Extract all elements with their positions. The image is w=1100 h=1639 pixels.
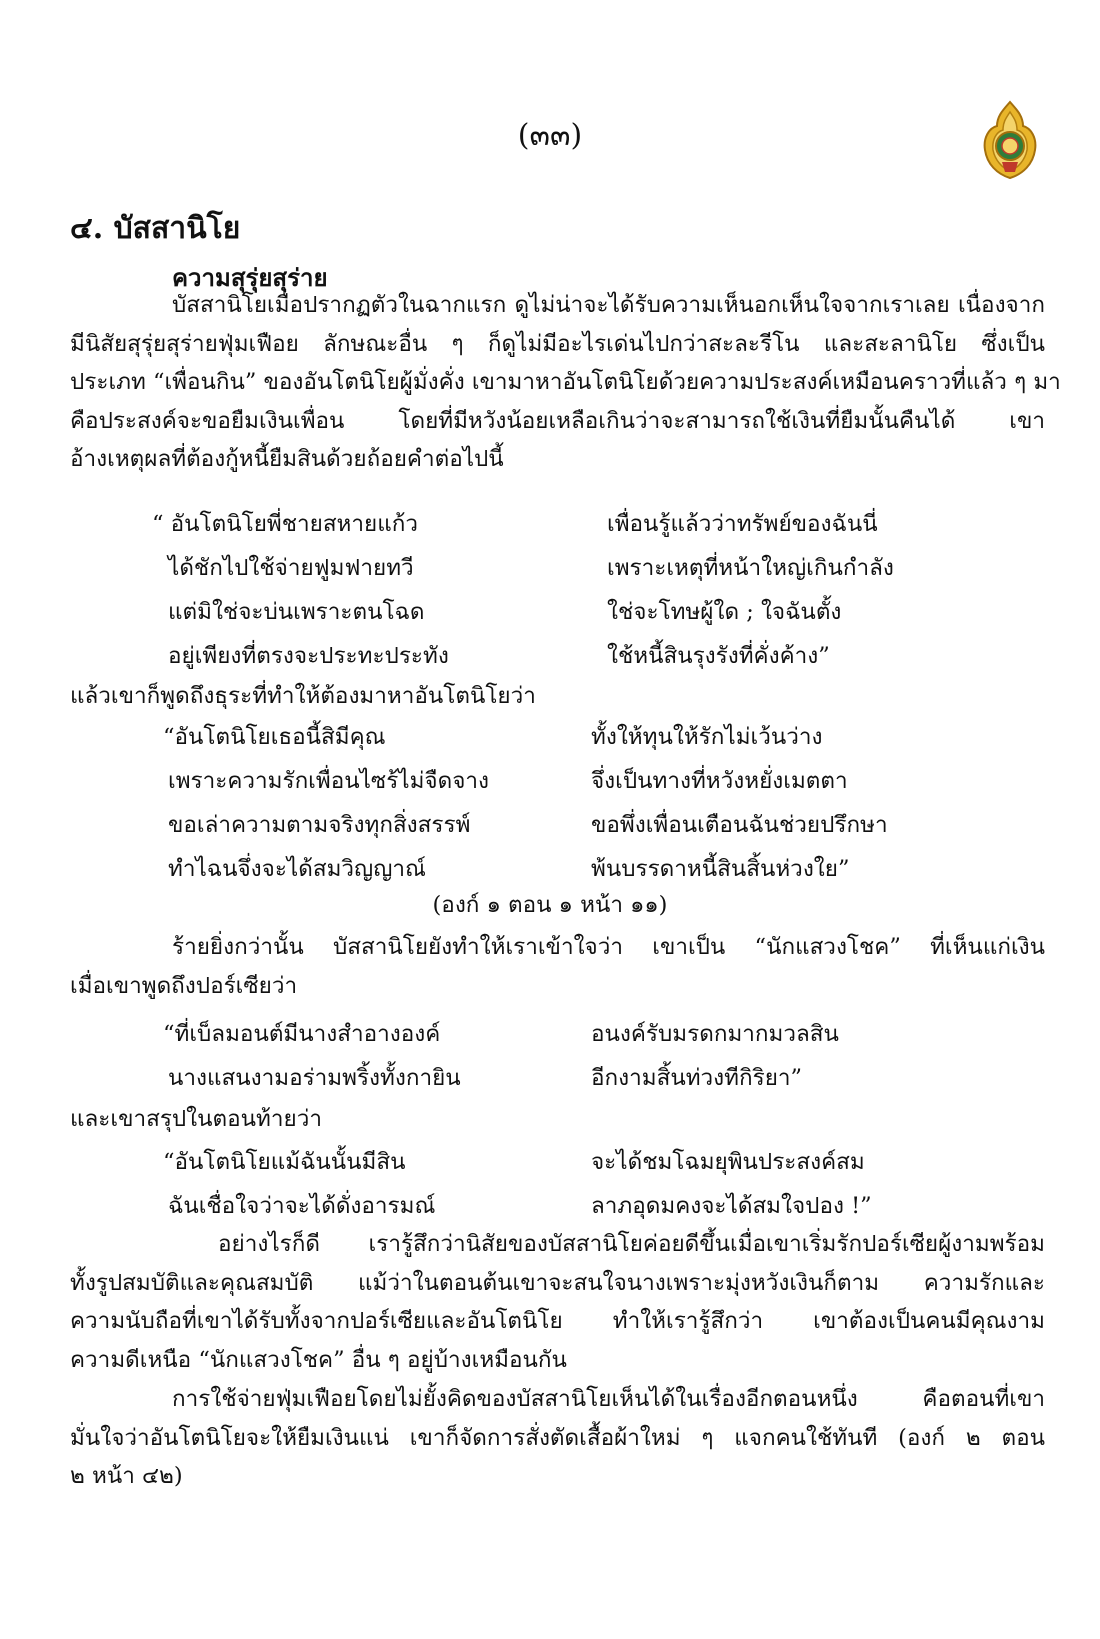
citation-1: (องก์ ๑ ตอน ๑ หน้า ๑๑): [432, 892, 668, 918]
paragraph-3: [70, 1225, 1045, 1379]
text-line: ร้ายยิ่งกว่านั้น บัสสานิโยยังทำให้เราเข้าใจว่า เขาเป็น “นักแสวงโชค” ที่เห็นแก่เงิน: [172, 934, 1045, 960]
text-line: อย่างไรก็ดี เรารู้สึกว่านิสัยของบัสสานิโยค่อยดีขึ้นเมื่อเขาเริ่มรักปอร์เซียผู้งามพร้อม: [218, 1231, 1045, 1257]
poem-right-verse: จึ่งเป็นทางที่หวังหยั่งเมตตา: [591, 768, 848, 794]
text-line: ความดีเหนือ “นักแสวงโชค” อื่น ๆ อยู่บ้างเหมือนกัน: [70, 1346, 567, 1373]
paragraph-1: [70, 286, 1061, 479]
poem-left-verse: ทำไฉนจึ่งจะได้สมวิญญาณ์: [168, 856, 426, 882]
poem-right-verse: จะได้ชมโฉมยุพินประสงค์สม: [591, 1149, 865, 1175]
connector-text-1: แล้วเขาก็พูดถึงธุระที่ทำให้ต้องมาหาอันโตนิโยว่า: [70, 683, 536, 709]
section-subheading: ความสุรุ่ยสุร่าย: [172, 263, 328, 292]
poem-right-verse: ใช้หนี้สินรุงรังที่คั่งค้าง”: [607, 643, 830, 669]
text-line: อ้างเหตุผลที่ต้องกู้หนี้ยืมสินด้วยถ้อยคำต่อไปนี้: [70, 446, 504, 472]
poem-right-verse: พ้นบรรดาหนี้สินสิ้นห่วงใย”: [591, 856, 850, 882]
poem-left-verse: “อันโตนิโยเธอนี้สิมีคุณ: [163, 724, 386, 750]
text-line: ประเภท “เพื่อนกิน” ของอันโตนิโยผู้มั่งคั่ง เขามาหาอันโตนิโยด้วยความประสงค์เหมือนคราวที่แล้ว ๆ มา: [70, 369, 1061, 395]
poem-left-verse: นางแสนงามอร่ามพริ้งทั้งกายิน: [168, 1065, 461, 1091]
text-line: คือประสงค์จะขอยืมเงินเพื่อน โดยที่มีหวังน้อยเหลือเกินว่าจะสามารถใช้เงินที่ยืมนั้นคืนได้ เขา: [70, 407, 1045, 434]
paragraph-2: [70, 928, 1045, 1005]
poem-left-verse: แต่มิใช่จะบ่นเพราะตนโฉด: [168, 599, 425, 625]
poem-left-verse: ขอเล่าความตามจริงทุกสิ่งสรรพ์: [168, 812, 471, 838]
text-line: มั่นใจว่าอันโตนิโยจะให้ยืมเงินแน่ เขาก็จัดการสั่งตัดเสื้อผ้าใหม่ ๆ แจกคนใช้ทันที (องก์ ๒ ตอน: [70, 1424, 1045, 1451]
poem-right-verse: อนงค์รับมรดกมากมวลสิน: [591, 1021, 839, 1047]
section-heading: ๔. บัสสานิโย: [70, 211, 241, 246]
poem-right-verse: เพื่อนรู้แล้วว่าทรัพย์ของฉันนี่: [607, 511, 878, 537]
poem-left-verse: “ที่เบ็ลมอนต์มีนางสำอางองค์: [163, 1021, 441, 1047]
poem-left-verse: เพราะความรักเพื่อนไซร้ไม่จืดจาง: [168, 768, 490, 794]
poem-right-verse: ลาภอุดมคงจะได้สมใจปอง !”: [591, 1193, 872, 1219]
poem-left-verse: อยู่เพียงที่ตรงจะประทะประทัง: [168, 643, 449, 669]
text-line: เมื่อเขาพูดถึงปอร์เซียว่า: [70, 972, 298, 999]
text-line: บัสสานิโยเมื่อปรากฏตัวในฉากแรก ดูไม่น่าจะได้รับความเห็นอกเห็นใจจากเราเลย เนื่องจาก: [172, 292, 1045, 318]
text-line: ความนับถือที่เขาได้รับทั้งจากปอร์เซียและอันโตนิโย ทำให้เรารู้สึกว่า เขาต้องเป็นคนมีคุณงาม: [70, 1308, 1045, 1334]
text-line: ๒ หน้า ๔๒): [70, 1463, 183, 1489]
poem-right-verse: เพราะเหตุที่หน้าใหญ่เกินกำลัง: [607, 555, 894, 581]
ministry-emblem-icon: [975, 100, 1045, 180]
text-line: การใช้จ่ายฟุ่มเฟือยโดยไม่ยั้งคิดของบัสสานิโยเห็นได้ในเรื่องอีกตอนหนึ่ง คือตอนที่เขา: [172, 1386, 1045, 1412]
poem-left-verse: ได้ชักไปใช้จ่ายฟูมฟายทวี: [168, 555, 414, 581]
poem-right-verse: อีกงามสิ้นท่วงทีกิริยา”: [591, 1065, 803, 1091]
poem-left-verse: ฉันเชื่อใจว่าจะได้ดั่งอารมณ์: [168, 1193, 436, 1219]
poem-right-verse: ใช่จะโทษผู้ใด ; ใจฉันตั้ง: [607, 599, 842, 625]
text-line: มีนิสัยสุรุ่ยสุร่ายฟุ่มเฟือย ลักษณะอื่น ๆ ก็ดูไม่มีอะไรเด่นไปกว่าสะละรีโน และสะลานิโย ซึ่งเป็น: [70, 330, 1045, 357]
poem-right-verse: ขอพึ่งเพื่อนเตือนฉันช่วยปรึกษา: [591, 812, 888, 838]
paragraph-4: [70, 1380, 1045, 1496]
poem-left-verse: “อันโตนิโยแม้ฉันนั้นมีสิน: [163, 1149, 406, 1175]
text-line: ทั้งรูปสมบัติและคุณสมบัติ แม้ว่าในตอนต้นเขาจะสนใจนางเพราะมุ่งหวังเงินก็ตาม ความรักและ: [70, 1269, 1045, 1296]
connector-text-2: และเขาสรุปในตอนท้ายว่า: [70, 1106, 322, 1132]
poem-left-verse: “ อันโตนิโยพี่ชายสหายแก้ว: [152, 511, 418, 537]
poem-right-verse: ทั้งให้ทุนให้รักไม่เว้นว่าง: [591, 724, 823, 750]
page-number: (๓๓): [517, 118, 583, 153]
